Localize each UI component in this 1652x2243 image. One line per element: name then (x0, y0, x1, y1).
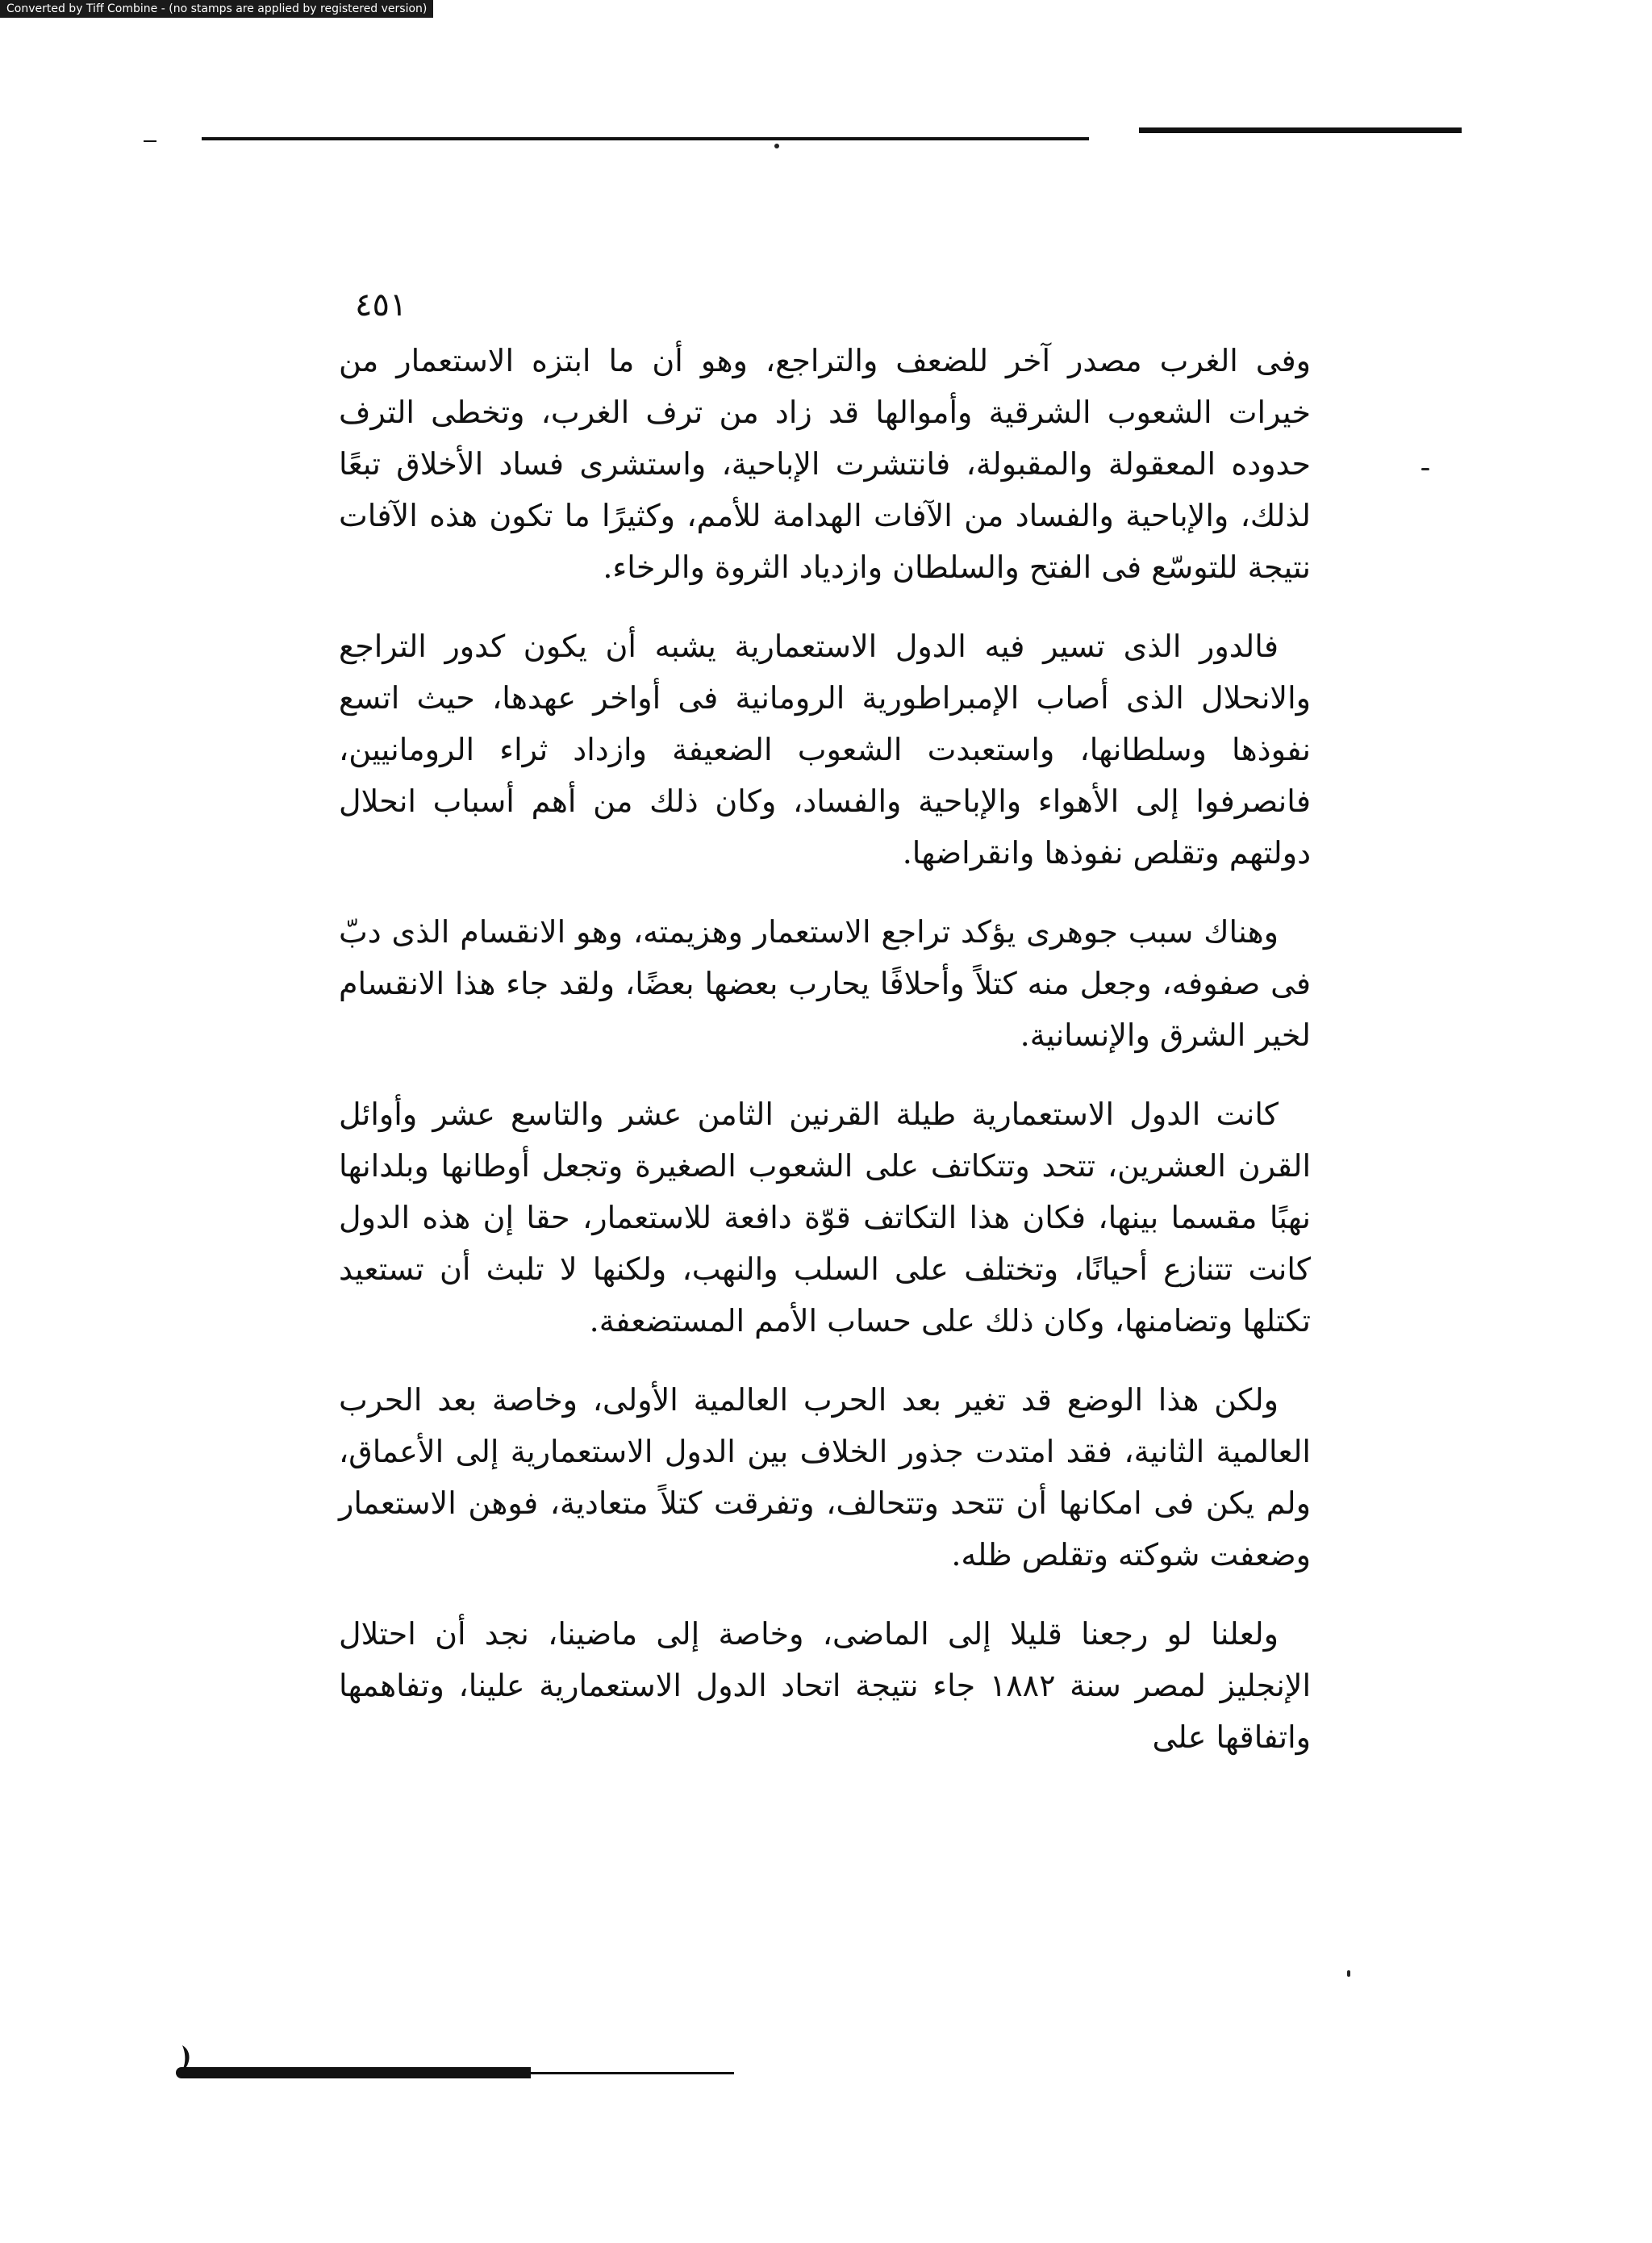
margin-speck (1347, 1970, 1350, 1977)
paragraph: فالدور الذى تسير فيه الدول الاستعمارية يشبه أن يكون كدور التراجع والانحلال الذى أصاب الإمبراطورية الرومانية فى أواخر عهدها، حيث اتسع نفوذها وسلطانها، واستعبدت الشعوب الضعيفة وازداد ثراء الرومانيين، فانصرفوا إلى الأهواء والإباحية والفساد، وكان ذلك من أهم أسباب انحلال دولتهم وتقلص نفوذها وانقراضها. (339, 629, 1311, 871)
bottom-scan-mark (166, 2044, 206, 2089)
page-number: ٤٥١ (355, 286, 407, 324)
converter-watermark: Converted by Tiff Combine - (no stamps are applied by registered version) (0, 0, 433, 18)
top-rule-stub (144, 140, 156, 142)
margin-speck (1421, 468, 1429, 470)
top-rule-dot (774, 144, 779, 148)
paragraph: وهناك سبب جوهرى يؤكد تراجع الاستعمار وهزيمته، وهو الانقسام الذى دبّ فى صفوفه، وجعل منه كتلاً وأحلافًا يحارب بعضها بعضًا، ولقد جاء هذا الانقسام لخير الشرق والإنسانية. (339, 914, 1311, 1053)
paragraph: ولكن هذا الوضع قد تغير بعد الحرب العالمية الأولى، وخاصة بعد الحرب العالمية الثانية، فقد امتدت جذور الخلاف بين الدول الاستعمارية إلى الأعماق، ولم يكن فى امكانها أن تتحد وتتحالف، وتفرقت كتلاً متعادية، فوهن الاستعمار وضعفت شوكته وتقلص ظله. (339, 1382, 1311, 1573)
paragraph: كانت الدول الاستعمارية طيلة القرنين الثامن عشر والتاسع عشر وأوائل القرن العشرين، تتحد وتتكاتف على الشعوب الصغيرة وتجعل أوطانها وبلدانها نهبًا مقسما بينها، فكان هذا التكاتف قوّة دافعة للاستعمار، حقا إن هذه الدول كانت تتنازع أحيانًا، وتختلف على السلب والنهب، ولكنها لا تلبث أن تستعيد تكتلها وتضامنها، وكان ذلك على حساب الأمم المستضعفة. (339, 1096, 1311, 1339)
paragraph: وفى الغرب مصدر آخر للضعف والتراجع، وهو أن ما ابتزه الاستعمار من خيرات الشعوب الشرقية وأموالها قد زاد من ترف الغرب، وتخطى الترف حدوده المعقولة والمقبولة، فانتشرت الإباحية، واستشرى فساد الأخلاق تبعًا لذلك، والإباحية والفساد من الآفات الهدامة للأمم، وكثيرًا ما تكون هذه الآفات نتيجة للتوسّع فى الفتح والسلطان وازدياد الثروة والرخاء. (339, 343, 1311, 585)
page-body (339, 335, 1311, 1924)
paragraph: ولعلنا لو رجعنا قليلا إلى الماضى، وخاصة إلى ماضينا، نجد أن احتلال الإنجليز لمصر سنة ١٨٨٢ جاء نتيجة اتحاد الدول الاستعمارية علينا، وتفاهمها واتفاقها على (339, 1616, 1311, 1755)
bottom-rule-thin (516, 2072, 734, 2074)
bottom-rule-thick (176, 2067, 531, 2078)
top-rule-right (1139, 127, 1462, 133)
top-rule (202, 137, 1089, 140)
